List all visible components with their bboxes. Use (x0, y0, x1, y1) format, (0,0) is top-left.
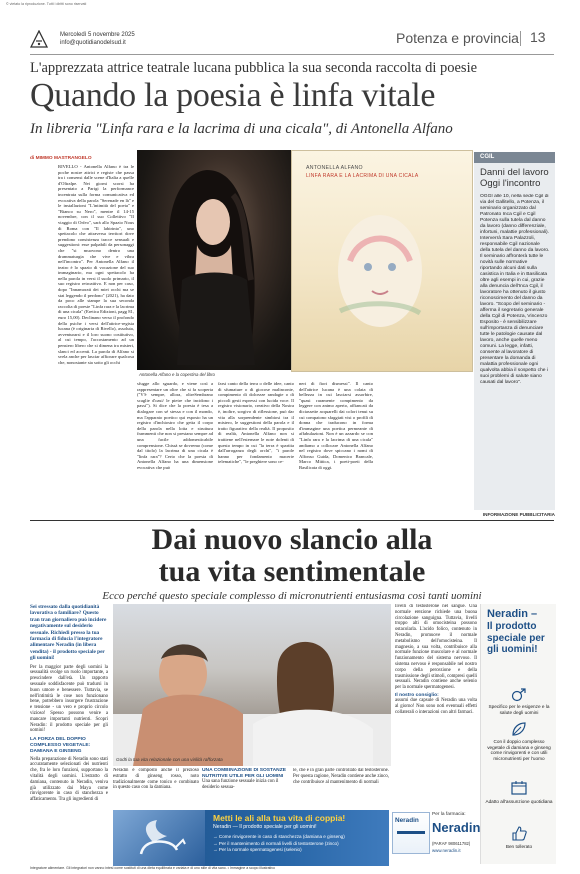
banner-subtitle: Neradin — Il prodotto speciale per gli uomini! (213, 824, 317, 830)
ad-label: INFORMAZIONE PUBBLICITARIA (482, 512, 555, 517)
ad-column-d: le, che è in gran parte controllato dal testosterone. Per questa ragione, Neradin contiene anche zinco, che contribuisce al mantenimento di normali (293, 768, 389, 785)
book-title: LINFA RARA E LA LACRIMA DI UNA CICALA (306, 173, 419, 179)
book-cover (291, 150, 473, 372)
sidebar-feature-1: Specifico per le esigenze e la salute degli uomini (488, 704, 550, 715)
ad-column-c (202, 768, 290, 808)
article-column-3: farsi canto della terra o delle idee, canto di sfumature o di giocose malinconie, compimento di dolcezze randagie o di piccoli gesti espressi con lucida voce. Il registro visionario, creativo della Nostra è, inoltre, sorgivo di riflessione, può dar vita alla sorprendente simbiosi tra il mistero, le suggestioni della parola e il tratto figurativo della realtà. Il proposito di realtà, Antonella Alfano non si trattiene nell'esternare le note dolenti di questo tempo in cui "la terra è spartita dall'arroganza degli orchi", "i parole hanno per fondamento macerie telematiche", "le preghiere sono ce- (218, 381, 294, 465)
ad-subhead-a: LA FORZA DEL DOPPIO COMPLESSO VEGETALE: DAMIANA E GINSENG (30, 737, 91, 754)
ad-tail-e: assumi due capsule di Neradin una volta al giorno! Non sono noti eventuali effetti collaterali o interazioni con altri farmaci. (395, 697, 477, 715)
woman-portrait-illustration (137, 150, 291, 370)
portrait-photo (137, 150, 291, 370)
product-stripe (397, 831, 425, 834)
article-headline: Quando la poesia è linfa vitale (30, 77, 436, 114)
book-author: ANTONELLA ALFANO (306, 165, 363, 171)
banner-point-1: → Come rinvigorente in caso di stanchezza (damiana e ginseng) (213, 834, 345, 839)
calendar-icon (511, 780, 527, 795)
page-number: 13 (530, 29, 546, 45)
ad-column-a (30, 604, 108, 854)
banner-url[interactable]: www.neradin.it (432, 848, 461, 853)
ad-body-c: Una sana funzione sessuale inizia con il desiderio sessua- (202, 779, 279, 790)
ad-body-a: Per la maggior parte degli uomini la sessualità svolge un ruolo importante, a prescindere dall'età. Un rapporto sessuale soddisfacente può tradursi in buon umore e benessere. Tuttavia, se nell'intimità le cose non funzionano bene, potrebbero insorgere frustrazione e tensione - un vero e proprio circolo vizioso! Spesso possono venire a mancare importanti nutrienti. Scopri Neradin: il prodotto speciale per gli uomini! (30, 664, 108, 734)
ad-top-rule (30, 520, 554, 521)
couple-photo-caption: Godti la tua vita relazionale con una virilità rafforzata (116, 757, 223, 762)
masthead-divider (520, 31, 521, 46)
banner-point-2: → Per il mantenimento di normali livelli di testosterone (zinco) (213, 840, 339, 846)
male-symbol-icon (511, 688, 527, 702)
article-column-4: neri di fiori dismessi". Il canto dell'attrice lucana è una colata di bellezza in cui lasciarsi assorbire, "quasi raramente compimento da leggere con animo aperto, affiancati da diciassette acquarelli dai colori tenui su cui compaiono sfaggiati visi o profili di donna che traducono in forma d'immagine una poetica permeante di affabulazioni. Non è un azzardo se con "Linfa rara e la lacrima di una cicala" andiamo a collocare Antonella Alfano nel registro dove spiccano i nomi di Alfonso Guida, Domenico Brancale, Marco Mittica, i poeti-poeti della Basilicata di oggi. (299, 381, 373, 470)
leaf-icon (511, 721, 527, 737)
ad-banner (113, 810, 389, 866)
section-name: Potenza e provincia (396, 30, 519, 46)
issue-date: Mercoledì 5 novembre 2025 (60, 32, 135, 38)
ad-subhead-c: UNA COMBINAZIONE DI SOSTANZE NUTRITIVE UTILE PER GLI UOMINI (202, 768, 286, 779)
cgil-sidebar (474, 152, 555, 510)
ad-subhead-e: Il nostro consiglio: (395, 692, 439, 698)
winged-horse-icon (113, 810, 205, 866)
newspaper-logo-icon (30, 30, 48, 48)
ad-column-e (395, 604, 477, 808)
email-address: info@quotidianodelsud.it (60, 40, 126, 46)
banner-pharmacy: Per la farmacia: (432, 812, 466, 817)
sidebar-brand: Neradin – (487, 608, 538, 620)
ad-headline-line-2: tua vita sentimentale (158, 555, 426, 588)
cgil-body: OGGI alle 10, nella sede Cgil di via del Gallitello, a Potenza, il seminario organizzato dal Patronato Inca Cgil e Cgil Potenza sulla tutela dal danno da lavoro (danno differenziale, infortuni, malattie professionali). Interverrà Sara Palazzoli, responsabile Cgil nazionale della tutela del danno da lavoro. Il seminario affronterà tutte le novità sulle normative riportando alcuni dati sulla casistica in Italia e in Basilicata oltre agli esempi in cui, grazie alla denuncia dell'Inca Cgil, il lavoratore ha ottenuto il giusto riconoscimento del danno da lavoro. "Scopo del seminario - afferma il segretario generale della Cgil di Potenza, Vincenzo Esposito - è sensibilizzare sull'importanza di denunciare tutte le patologie causate dal lavoro, anche quelle meno comuni. La legge, infatti, consente al lavoratore di presentare la domanda di malattia professionale ogni qualvolta abbia il sospetto che i suoi problemi di salute siano causati dal lavoro". (480, 194, 550, 385)
ad-body-e: livelli di testosterone nel sangue. Una normale erezione richiede una buona circolazione sanguigna. Tuttavia, livelli troppo alti di omocisteina possono ostacolarla. L'acido folico, contenuto in Neradin, promuove il normale metabolismo dell'omocisteina. Il magnesio, a sua volta, contribuisce alla normale funzione muscolare e al normale funzionamento del sistema nervoso. Il sistema nervoso è responsabile nel nostro corpo della percezione e della trasmissione degli stimoli, compresi quelli sessuali. Neradin contiene anche selenio per la normale spermatogenesi. (395, 604, 477, 691)
banner-points (213, 834, 389, 854)
article-column-1: RIVELLO - Antonella Alfano è tra le poche nostre attrici e registe che passa tra i consensi dalle scene d'Italia a quelle d'Oltralpe. Nei giorni scorsi ha presentato a Parigi la performance incentrata sulla forma comunicativa ed evocativa della parola "Serenade en là" e le installazioni "L'intimità del poeta" e "Bianco su Nero", mentre il 14-15 novembre, con il suo Collettivo "Il viaggio di Orfeo", sarà allo Spazio Nous di Roma con "Il labirinto", uno spettacolo che attraversa territori dove prendono consistenza tracce sensuali e suggestioni: esse palpabili da personaggi che "si muovono dentro una drammaturgia che vive e vibra nell'incontro". Per Antonella Alfano il teatro è lo spazio di vocazione del suo immaginario, ma ogni spettacolo ha nella parola in versi il suolo primario, il suo registro retroattivo. E non per caso, dopo "Innamorati dei miei occhi ma se stai leggendo il perdono" (2021), ha dato da poco alle stampe la sua seconda raccolta di poesie "Linfa rara e la lacrima di una cicala" (Eretica Edizioni, pagg 81, euro 15,00). Declinano verso il profondo della psiche i versi dell'attrice-regista lucana (è originaria di Rivello), assoluta, avventurarsi e il loro suono costitutivo, al cui tempo, l'accostamento ad un pensiero libero che si dimena tra misteri, slanci ed accenti. La parola di Alfano si svela anche per lasciar affiorare qualcosa che, nonostante sia sotto gli occhi (58, 164, 134, 365)
cgil-tag: CGIL (474, 152, 555, 163)
sidebar-feature-3: Adatto all'assunzione quotidiana (485, 799, 553, 804)
sidebar-feature-4: Ben tollerato (505, 844, 533, 849)
ad-headline (30, 524, 554, 588)
sidebar-tagline: Il prodotto speciale per gli uomini! (487, 621, 545, 655)
ad-lead: Sei stressato dalla quotidianità lavorativa o familiare? Questo tran tran giornaliero può incidere negativamente sul desiderio sessuale. Richiedi presso la tua farmacia di fiducia l'integratore alimentare Neradin (in libera vendita) - il prodotto speciale per gli uomini! (30, 604, 107, 662)
neradin-sidebar (480, 604, 556, 864)
ad-tail-a: Nella preparazione di Neradin sono stati accuratamente selezionati dei nutrienti che, fra le loro funzioni, supportano la vitalità degli uomini. L'estratto di damiana, contenuto in Neradin, veniva già utilizzato dai Maya come rinvigorente in caso di stanchezza e affaticamento. Tra gli ingredienti di (30, 756, 108, 803)
product-label: Neradin (395, 817, 419, 824)
sidebar-feature-2: Con il doppio complesso vegetale di damiana e ginseng come rinvigorenti e con utili micronutrienti per l'uomo (487, 739, 551, 761)
article-column-2: sfugge allo sguardo, e viene così a rappresentare un oltre che si fa scoperta ("V'è sempre, allora, oltreSembrano scaglie d'oasi/ le pietre che incidono i passi"). Si dice che la poesia è tesa a dialogare con sé stessa e con il mondo, ma l'apparato poetico qui esposto ha un registro d'inchiostro che getta il corpo della parola nella lotta e struttura frammenti che non si prestano sempre ad una facile addomesticabile comprensione. Chissà se dovremo (come dal titolo) la lacrima di una cicala è "linfa rara"? Certo che la poesia di Antonella Alfano ha una dimensione evocativa che può (137, 381, 213, 470)
byline: di MIMMO MASTRANGELO (30, 156, 92, 161)
couple-illustration (113, 604, 391, 766)
couple-photo (113, 604, 391, 766)
article-kicker: L'apprezzata attrice teatrale lucana pubblica la sua seconda raccolta di poesie (30, 60, 478, 76)
ad-subheadline: Ecco perché questo speciale complesso di micronutrienti entusiasma così tanti uomini (102, 590, 482, 602)
article-subheadline: In libreria "Linfa rara e la lacrima di una cicala", di Antonella Alfano (30, 121, 453, 137)
banner-point-3: → Per la normale spermatogenesi (selenio) (213, 847, 302, 853)
banner-image (113, 810, 205, 866)
banner-code: (PARAF 980611782) (432, 841, 471, 846)
banner-title: Metti le ali alla tua vita di coppia! (213, 813, 346, 823)
ad-disclaimer: Integratore alimentare. Gli integratori non vanno intesi come sostituti di una dieta equilibrata e variata e di uno stile di vita sano. • Immagine a scopo illustrativo (30, 866, 275, 870)
ad-column-b: Neradin è composto anche il prezioso estratto di ginseng rosso, noto tradizionalmente come tonico e combinato in questo caso con la damiana. (113, 768, 199, 791)
masthead (30, 28, 554, 52)
watercolor-face-icon (320, 201, 440, 341)
thumbs-up-icon (511, 826, 527, 841)
ad-headline-line-1: Dai nuovo slancio alla (151, 523, 433, 556)
cgil-title: Danni del lavoro Oggi l'incontro (480, 167, 549, 189)
copyright-notice: © vietato la riproduzione. Tutti i diritti sono riservati (6, 2, 87, 6)
masthead-rule (30, 54, 554, 55)
photo-caption: Antonella Alfano e la copertina del libro (139, 372, 215, 377)
banner-brand: Neradin (432, 820, 481, 835)
product-box (392, 812, 430, 854)
